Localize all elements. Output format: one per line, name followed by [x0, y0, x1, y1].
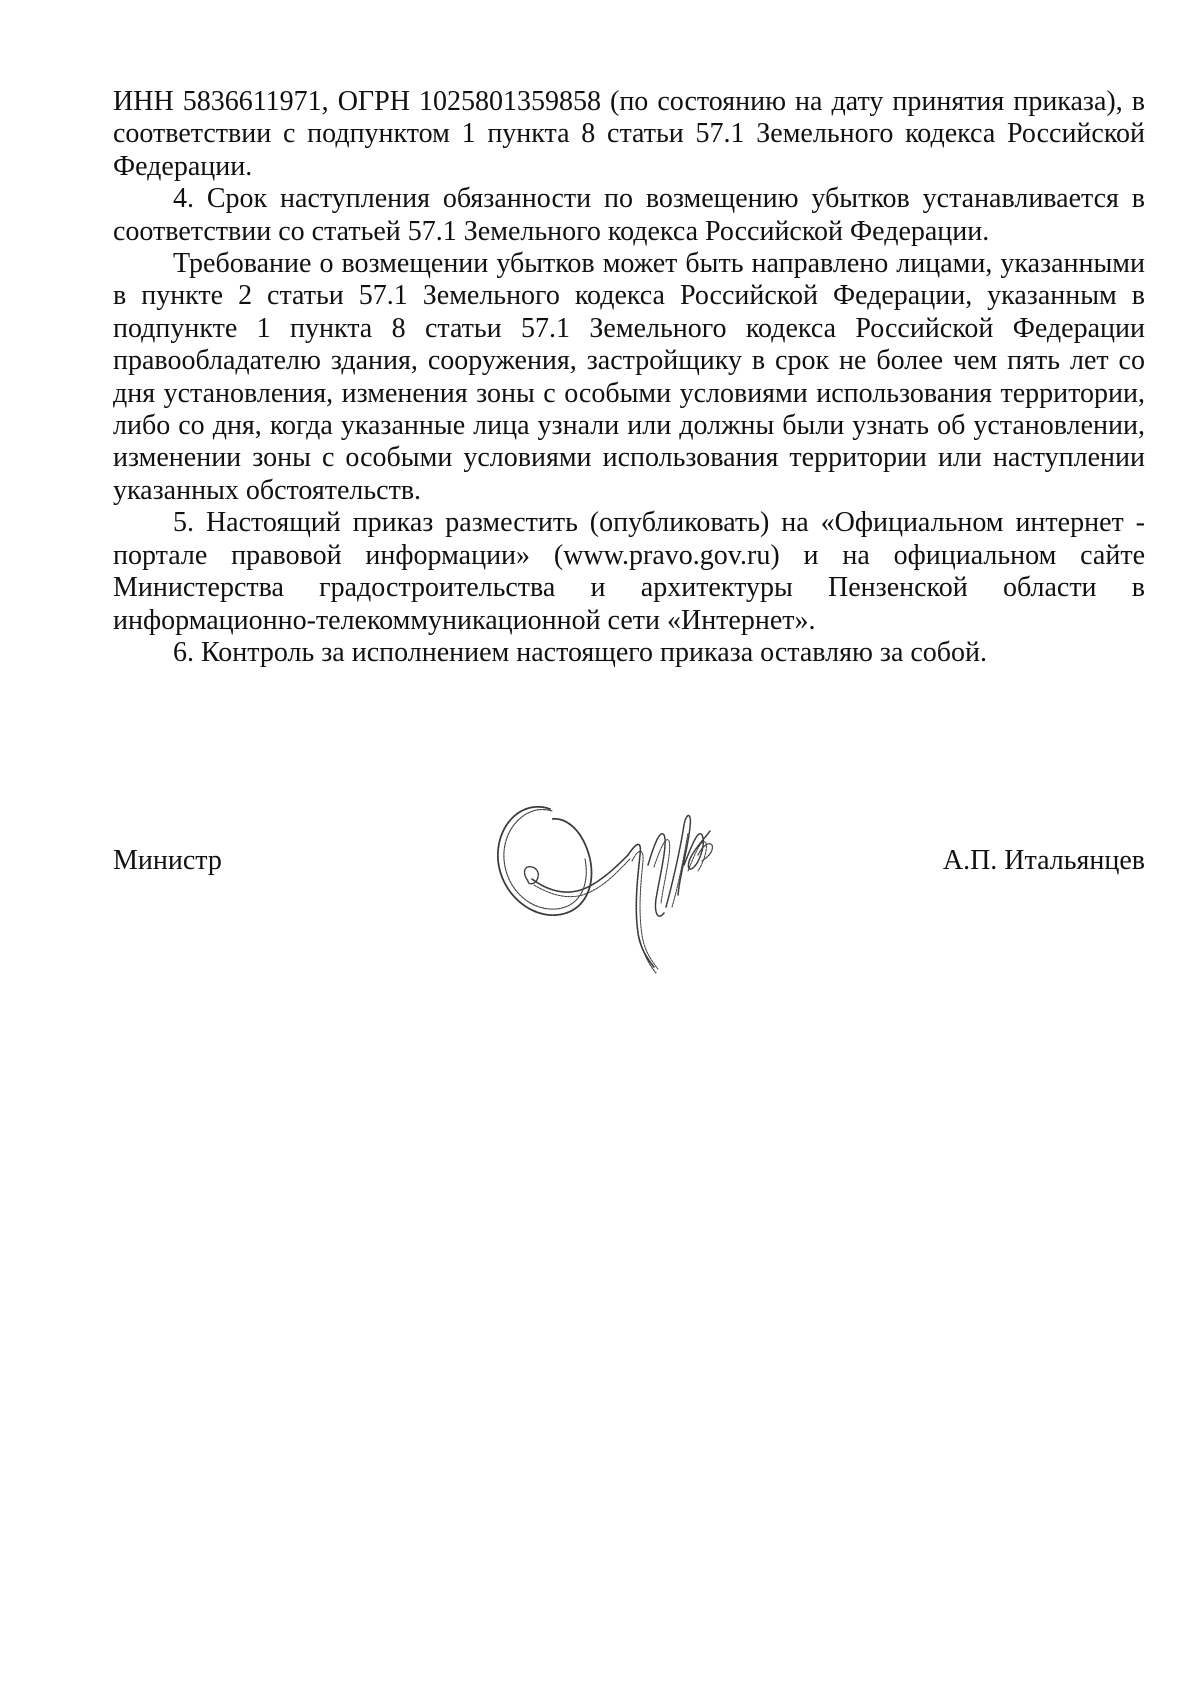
signatory-name: А.П. Итальянцев: [942, 845, 1145, 876]
document-body: [113, 86, 1145, 669]
handwritten-signature: [488, 795, 763, 975]
paragraph-item-4: 4. Срок наступления обязанности по возмещению убытков устанавливается в соответствии со статьей 57.1 Земельного кодекса Российской Федерации.: [113, 183, 1145, 247]
paragraph-continuation: ИНН 5836611971, ОГРН 1025801359858 (по состоянию на дату принятия приказа), в соответствии с подпунктом 1 пункта 8 статьи 57.1 Земельного кодекса Российской Федерации.: [113, 86, 1145, 182]
paragraph-item-6: 6. Контроль за исполнением настоящего приказа оставляю за собой.: [173, 636, 988, 668]
signatory-title: Министр: [113, 845, 222, 876]
paragraph-item-5: 5. Настоящий приказ разместить (опубликовать) на «Официальном интернет - портале правовой информации» (www.pravo.gov.ru) и на официальном сайте Министерства градостроительства и архитектуры Пензенской области в информационно-телекоммуникационной сети «Интернет».: [113, 507, 1145, 636]
paragraph-claim-deadline: Требование о возмещении убытков может быть направлено лицами, указанными в пункте 2 статьи 57.1 Земельного кодекса Российской Федерации, указанным в подпункте 1 пункта 8 статьи 57.1 Земельного кодекса Российской Федерации правообладателю здания, сооружения, застройщику в срок не более чем пять лет со дня установления, изменения зоны с особыми условиями использования территории, либо со дня, когда указанные лица узнали или должны были узнать об установлении, изменении зоны с особыми условиями использования территории или наступлении указанных обстоятельств.: [113, 248, 1145, 506]
